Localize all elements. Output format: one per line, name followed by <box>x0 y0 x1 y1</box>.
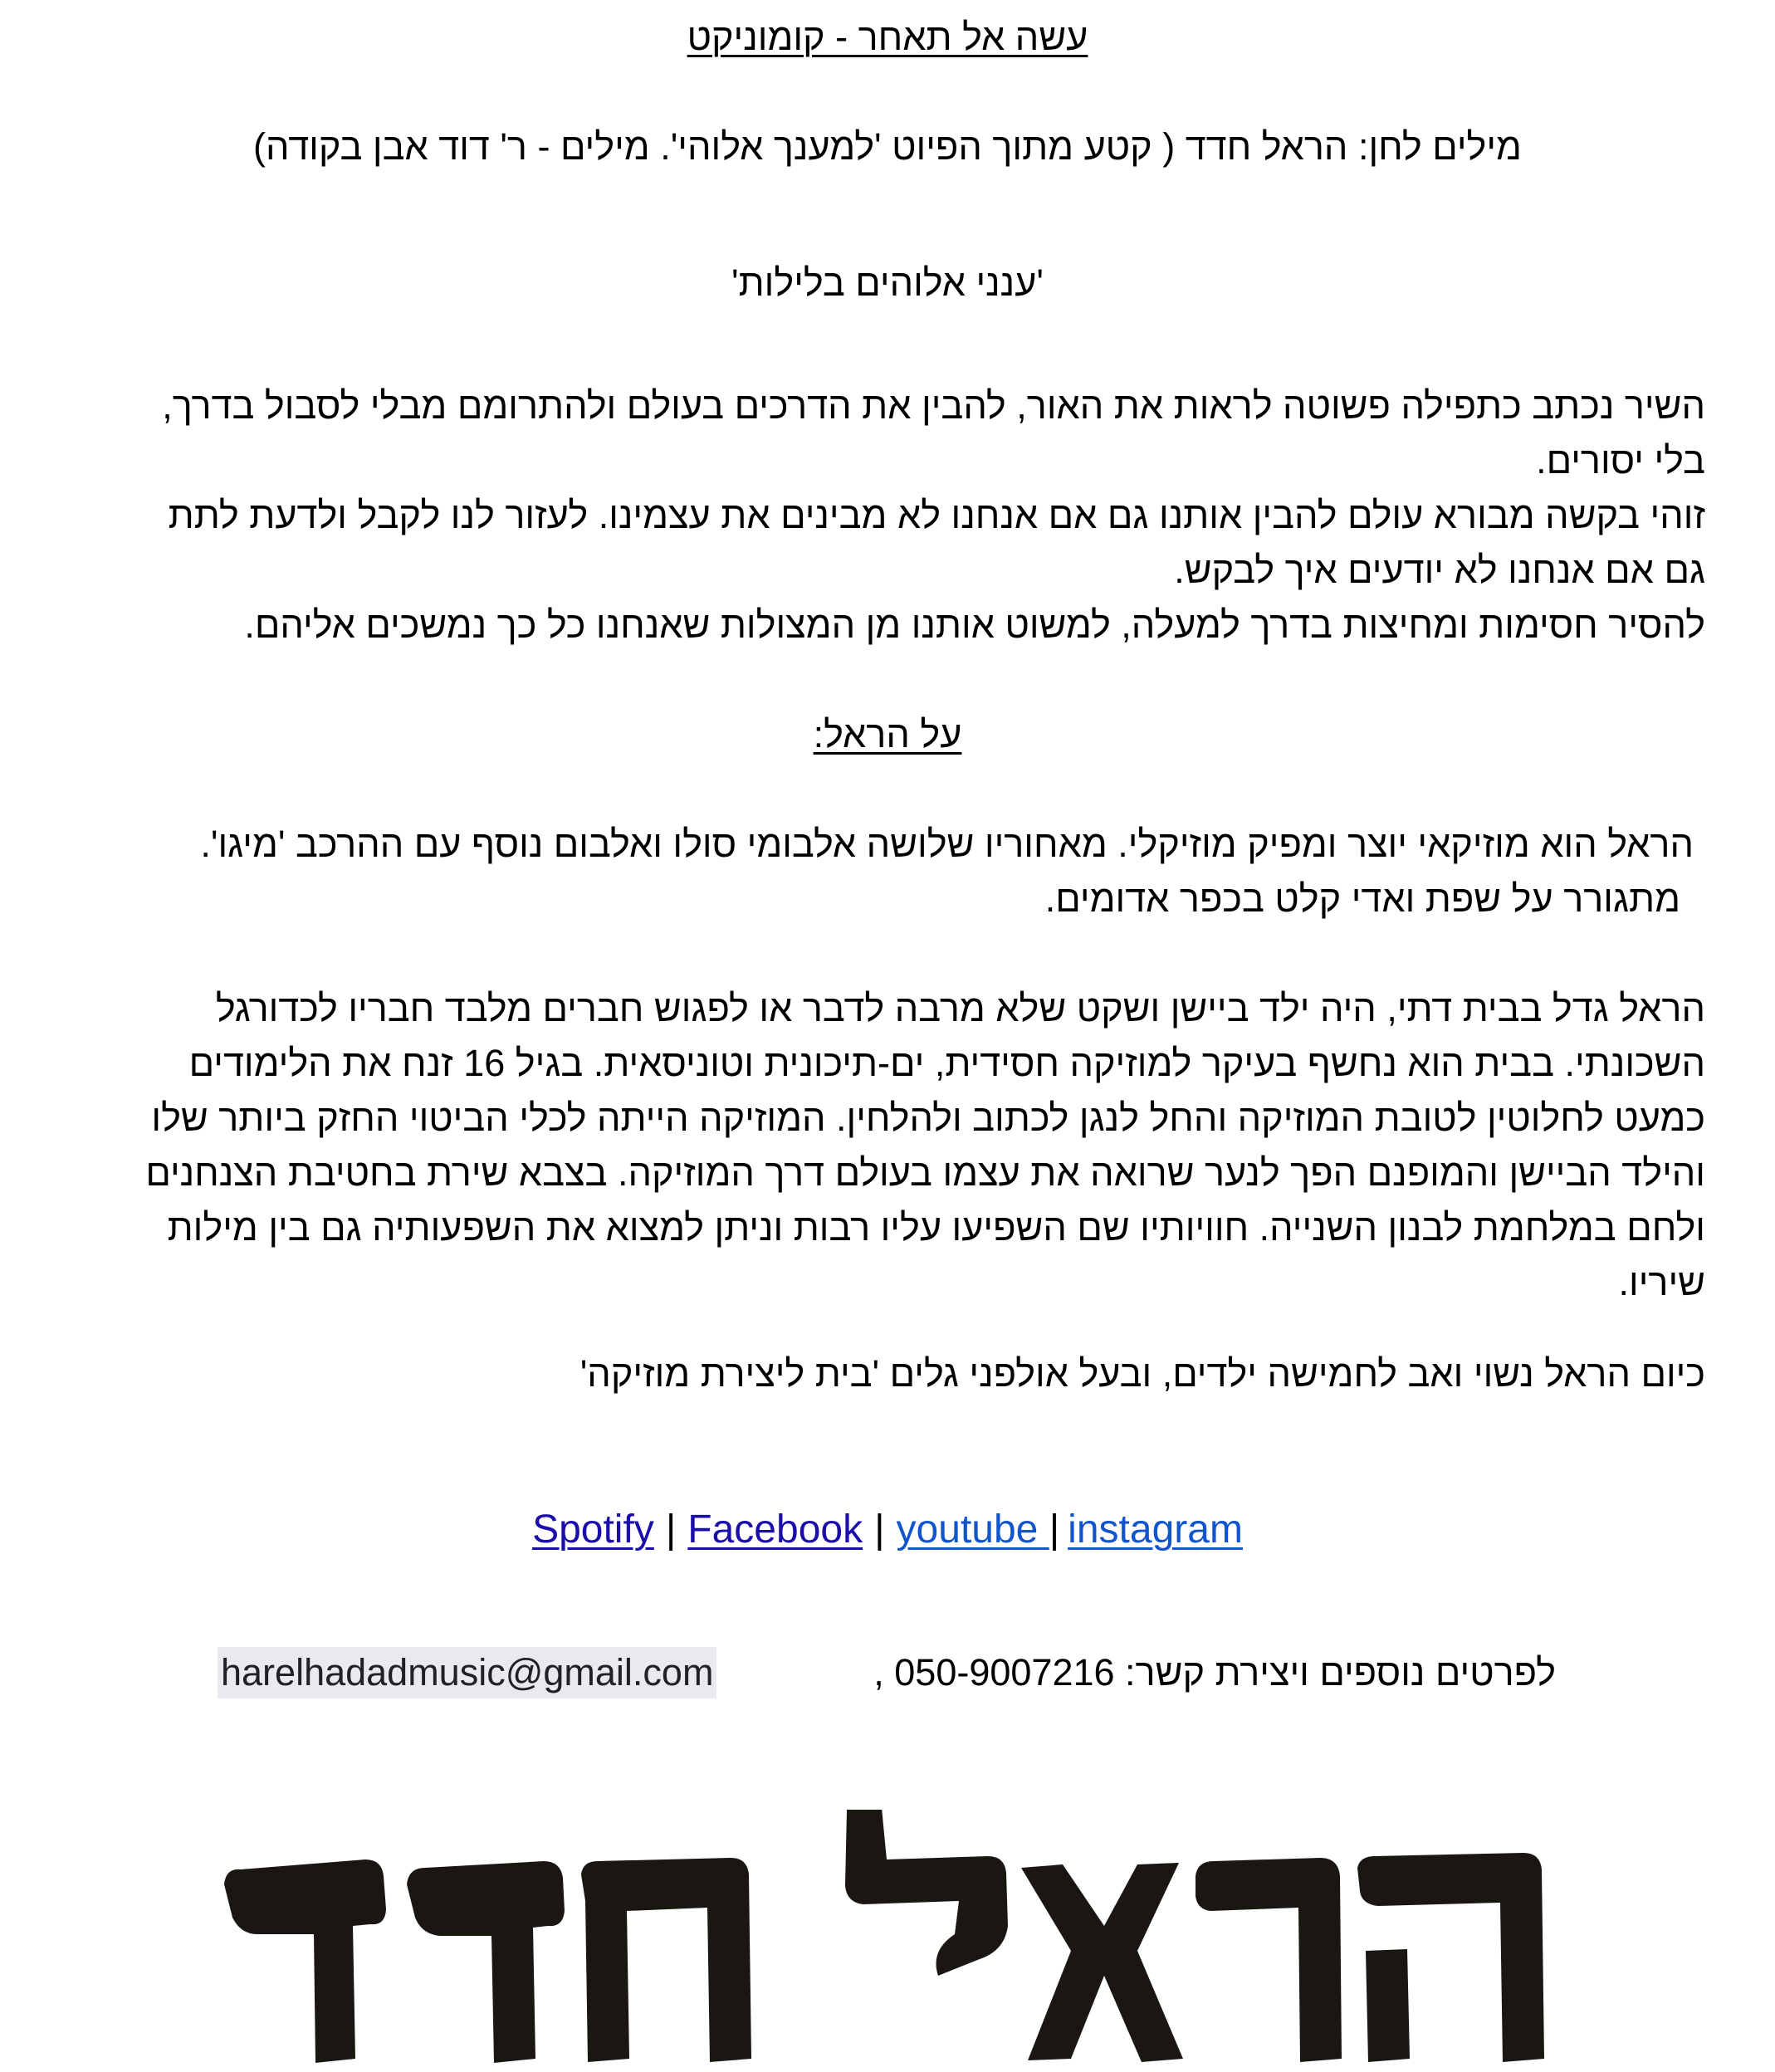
link-separator: | <box>874 1508 885 1552</box>
paragraph-line: השכונתי. בבית הוא נחשף בעיקר למוזיקה חסידית, ים-תיכונית וטוניסאית. בגיל 16 זנח את הלימודים <box>188 1042 1705 1084</box>
paragraph-line: זוהי בקשה מבורא עולם להבין אותנו גם אם אנחנו לא מבינים את עצמינו. לעזור לנו לקבל ולדעת לתת <box>168 494 1705 536</box>
about-heading: על הראל: <box>813 713 962 755</box>
paragraph-line: מתגורר על שפת ואדי קלט בכפר אדומים. <box>1044 877 1680 920</box>
paragraph-line: שיריו. <box>1618 1261 1705 1303</box>
paragraph-line: כמעט לחלוטין לטובת המוזיקה והחל לנגן לכתוב ולהלחין. המוזיקה הייתה לכלי הביטוי החזק ביותר שלו <box>151 1097 1705 1139</box>
paragraph-line: ולחם במלחמת לבנון השנייה. חוויותיו שם השפיעו עליו רבות וניתן למצוא את השפעותיה גם בין מילות <box>167 1206 1705 1249</box>
youtube-link[interactable]: youtube <box>896 1508 1049 1552</box>
contact-text: לפרטים נוספים ויצירת קשר: 050-9007216 , <box>873 1651 1556 1693</box>
link-separator: | <box>1049 1508 1060 1552</box>
today-line: כיום הראל נשוי ואב לחמישה ילדים, ובעל אולפני גלים 'בית ליצירת מוזיקה' <box>579 1352 1705 1395</box>
quote-line: 'ענני אלוהים בלילות' <box>731 261 1044 304</box>
contact-line <box>0 1644 1775 1702</box>
harel-hadad-logo <box>0 1810 1775 2072</box>
link-separator: | <box>665 1508 677 1552</box>
credits-line: מילים לחן: הראל חדד ( קטע מתוך הפיוט 'למענך אלוהי'. מילים - ר' דוד אבן בקודה) <box>253 125 1522 168</box>
spotify-link[interactable]: Spotify <box>532 1508 654 1552</box>
paragraph-line: השיר נכתב כתפילה פשוטה לראות את האור, להבין את הדרכים בעולם ולהתרומם מבלי לסבול בדרך, <box>162 384 1705 427</box>
instagram-link[interactable]: instagram <box>1068 1508 1243 1552</box>
paragraph-line: הראל גדל בבית דתי, היה ילד ביישן ושקט שלא מרבה לדבר או לפגוש חברים מלבד חבריו לכדורגל <box>215 987 1705 1029</box>
email-address[interactable]: harelhadadmusic@gmail.com <box>218 1647 716 1698</box>
paragraph-line: להסיר חסימות ומחיצות בדרך למעלה, למשוט אותנו מן המצולות שאנחנו כל כך נמשכים אליהם. <box>244 604 1705 646</box>
social-links <box>0 1501 1775 1559</box>
paragraph-line: הראל הוא מוזיקאי יוצר ומפיק מוזיקלי. מאחוריו שלושה אלבומי סולו ואלבום נוסף עם ההרכב 'מיגו'. <box>200 823 1694 865</box>
paragraph-line: והילד הביישן והמופנם הפך לנער שרואה את עצמו בעולם דרך המוזיקה. בצבא שירת בחטיבת הצנחנים <box>145 1151 1705 1194</box>
document-title: עשה אל תאחר - קומוניקט <box>687 16 1088 58</box>
facebook-link[interactable]: Facebook <box>687 1508 863 1552</box>
paragraph-line: בלי יסורים. <box>1536 439 1705 481</box>
paragraph-line: גם אם אנחנו לא יודעים איך לבקש. <box>1174 549 1705 591</box>
logo-lettering <box>208 1810 1577 2072</box>
